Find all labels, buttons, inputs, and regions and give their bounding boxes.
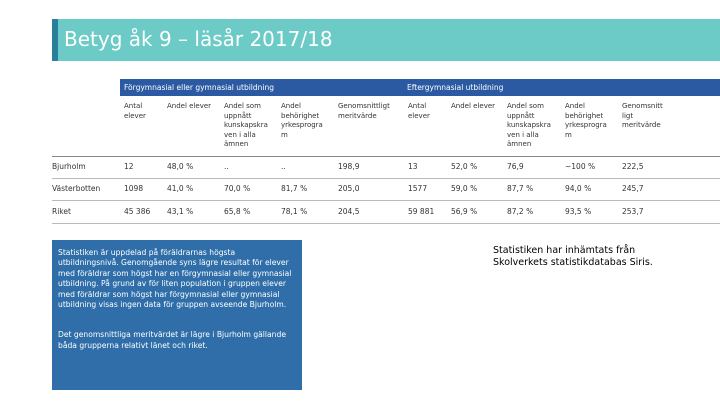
col-header: Andel elever: [451, 102, 496, 110]
group-header-post: Eftergymnasial utbildning: [403, 79, 720, 96]
table-cell: 245,7: [622, 184, 644, 193]
table-cell: ..: [281, 162, 286, 171]
table-cell: 198,9: [338, 162, 360, 171]
table-cell: 52,0 %: [451, 162, 478, 171]
table-divider: [52, 156, 720, 157]
col-header: Antal elever: [124, 102, 146, 120]
table-cell: 41,0 %: [167, 184, 194, 193]
table-cell: 1577: [408, 184, 428, 193]
table-cell: 59,0 %: [451, 184, 478, 193]
note-paragraph: Statistiken är uppdelad på föräldrarnas högsta utbildningsnivå. Genomgående syns lägre resultat för elever med föräldrar som högst har en förgymnasial eller gymnasial utbildning. På grund av för liten population i gruppen elever med föräldrar som högst har förgymnasial eller gymnasial utbildning visas ingen data för gruppen avseende Bjurholm.: [58, 248, 292, 310]
table-cell: 70,0 %: [224, 184, 251, 193]
note-paragraph: Det genomsnittliga meritvärdet är lägre i Bjurholm gällande båda grupperna relativt länet och riket.: [58, 330, 286, 350]
table-cell: 94,0 %: [565, 184, 592, 193]
row-label: Västerbotten: [52, 184, 101, 193]
table-cell: 81,7 %: [281, 184, 308, 193]
table-cell: 204,5: [338, 207, 360, 216]
table-cell: 45 386: [124, 207, 151, 216]
table-cell: 56,9 %: [451, 207, 478, 216]
table-cell: 253,7: [622, 207, 644, 216]
col-header: Antal elever: [408, 102, 430, 120]
col-header: Andel som uppnått kunskapskra ven i alla ämnen: [507, 102, 551, 148]
table-cell: 76,9: [507, 162, 524, 171]
col-header: Genomsnittligt meritvärde: [338, 102, 390, 120]
row-label: Riket: [52, 207, 71, 216]
row-label: Bjurholm: [52, 162, 86, 171]
table-divider: [52, 200, 720, 201]
table-cell: 87,2 %: [507, 207, 534, 216]
col-header: Andel behörighet yrkesprogra m: [565, 102, 607, 139]
table-cell: 12: [124, 162, 134, 171]
col-header: Andel behörighet yrkesprogra m: [281, 102, 323, 139]
table-divider: [52, 178, 720, 179]
table-cell: 87,7 %: [507, 184, 534, 193]
note-box: [52, 240, 302, 390]
table-cell: 59 881: [408, 207, 435, 216]
table-cell: 13: [408, 162, 418, 171]
group-header-pre: Förgymnasial eller gymnasial utbildning: [120, 79, 403, 96]
table-cell: 78,1 %: [281, 207, 308, 216]
page-title: Betyg åk 9 – läsår 2017/18: [64, 27, 333, 51]
source-note: Statistiken har inhämtats från Skolverkets statistikdatabas Siris.: [493, 245, 653, 268]
table-divider: [52, 223, 720, 224]
table-cell: 65,8 %: [224, 207, 251, 216]
table-cell: 43,1 %: [167, 207, 194, 216]
table-cell: 1098: [124, 184, 144, 193]
col-header: Andel elever: [167, 102, 212, 110]
table-cell: 205,0: [338, 184, 360, 193]
col-header: Genomsnitt ligt meritvärde: [622, 102, 663, 129]
table-cell: ~100 %: [565, 162, 596, 171]
table-cell: ..: [224, 162, 229, 171]
col-header: Andel som uppnått kunskapskra ven i alla ämnen: [224, 102, 268, 148]
table-cell: 222,5: [622, 162, 644, 171]
title-bar: [52, 19, 720, 61]
table-cell: 48,0 %: [167, 162, 194, 171]
table-cell: 93,5 %: [565, 207, 592, 216]
